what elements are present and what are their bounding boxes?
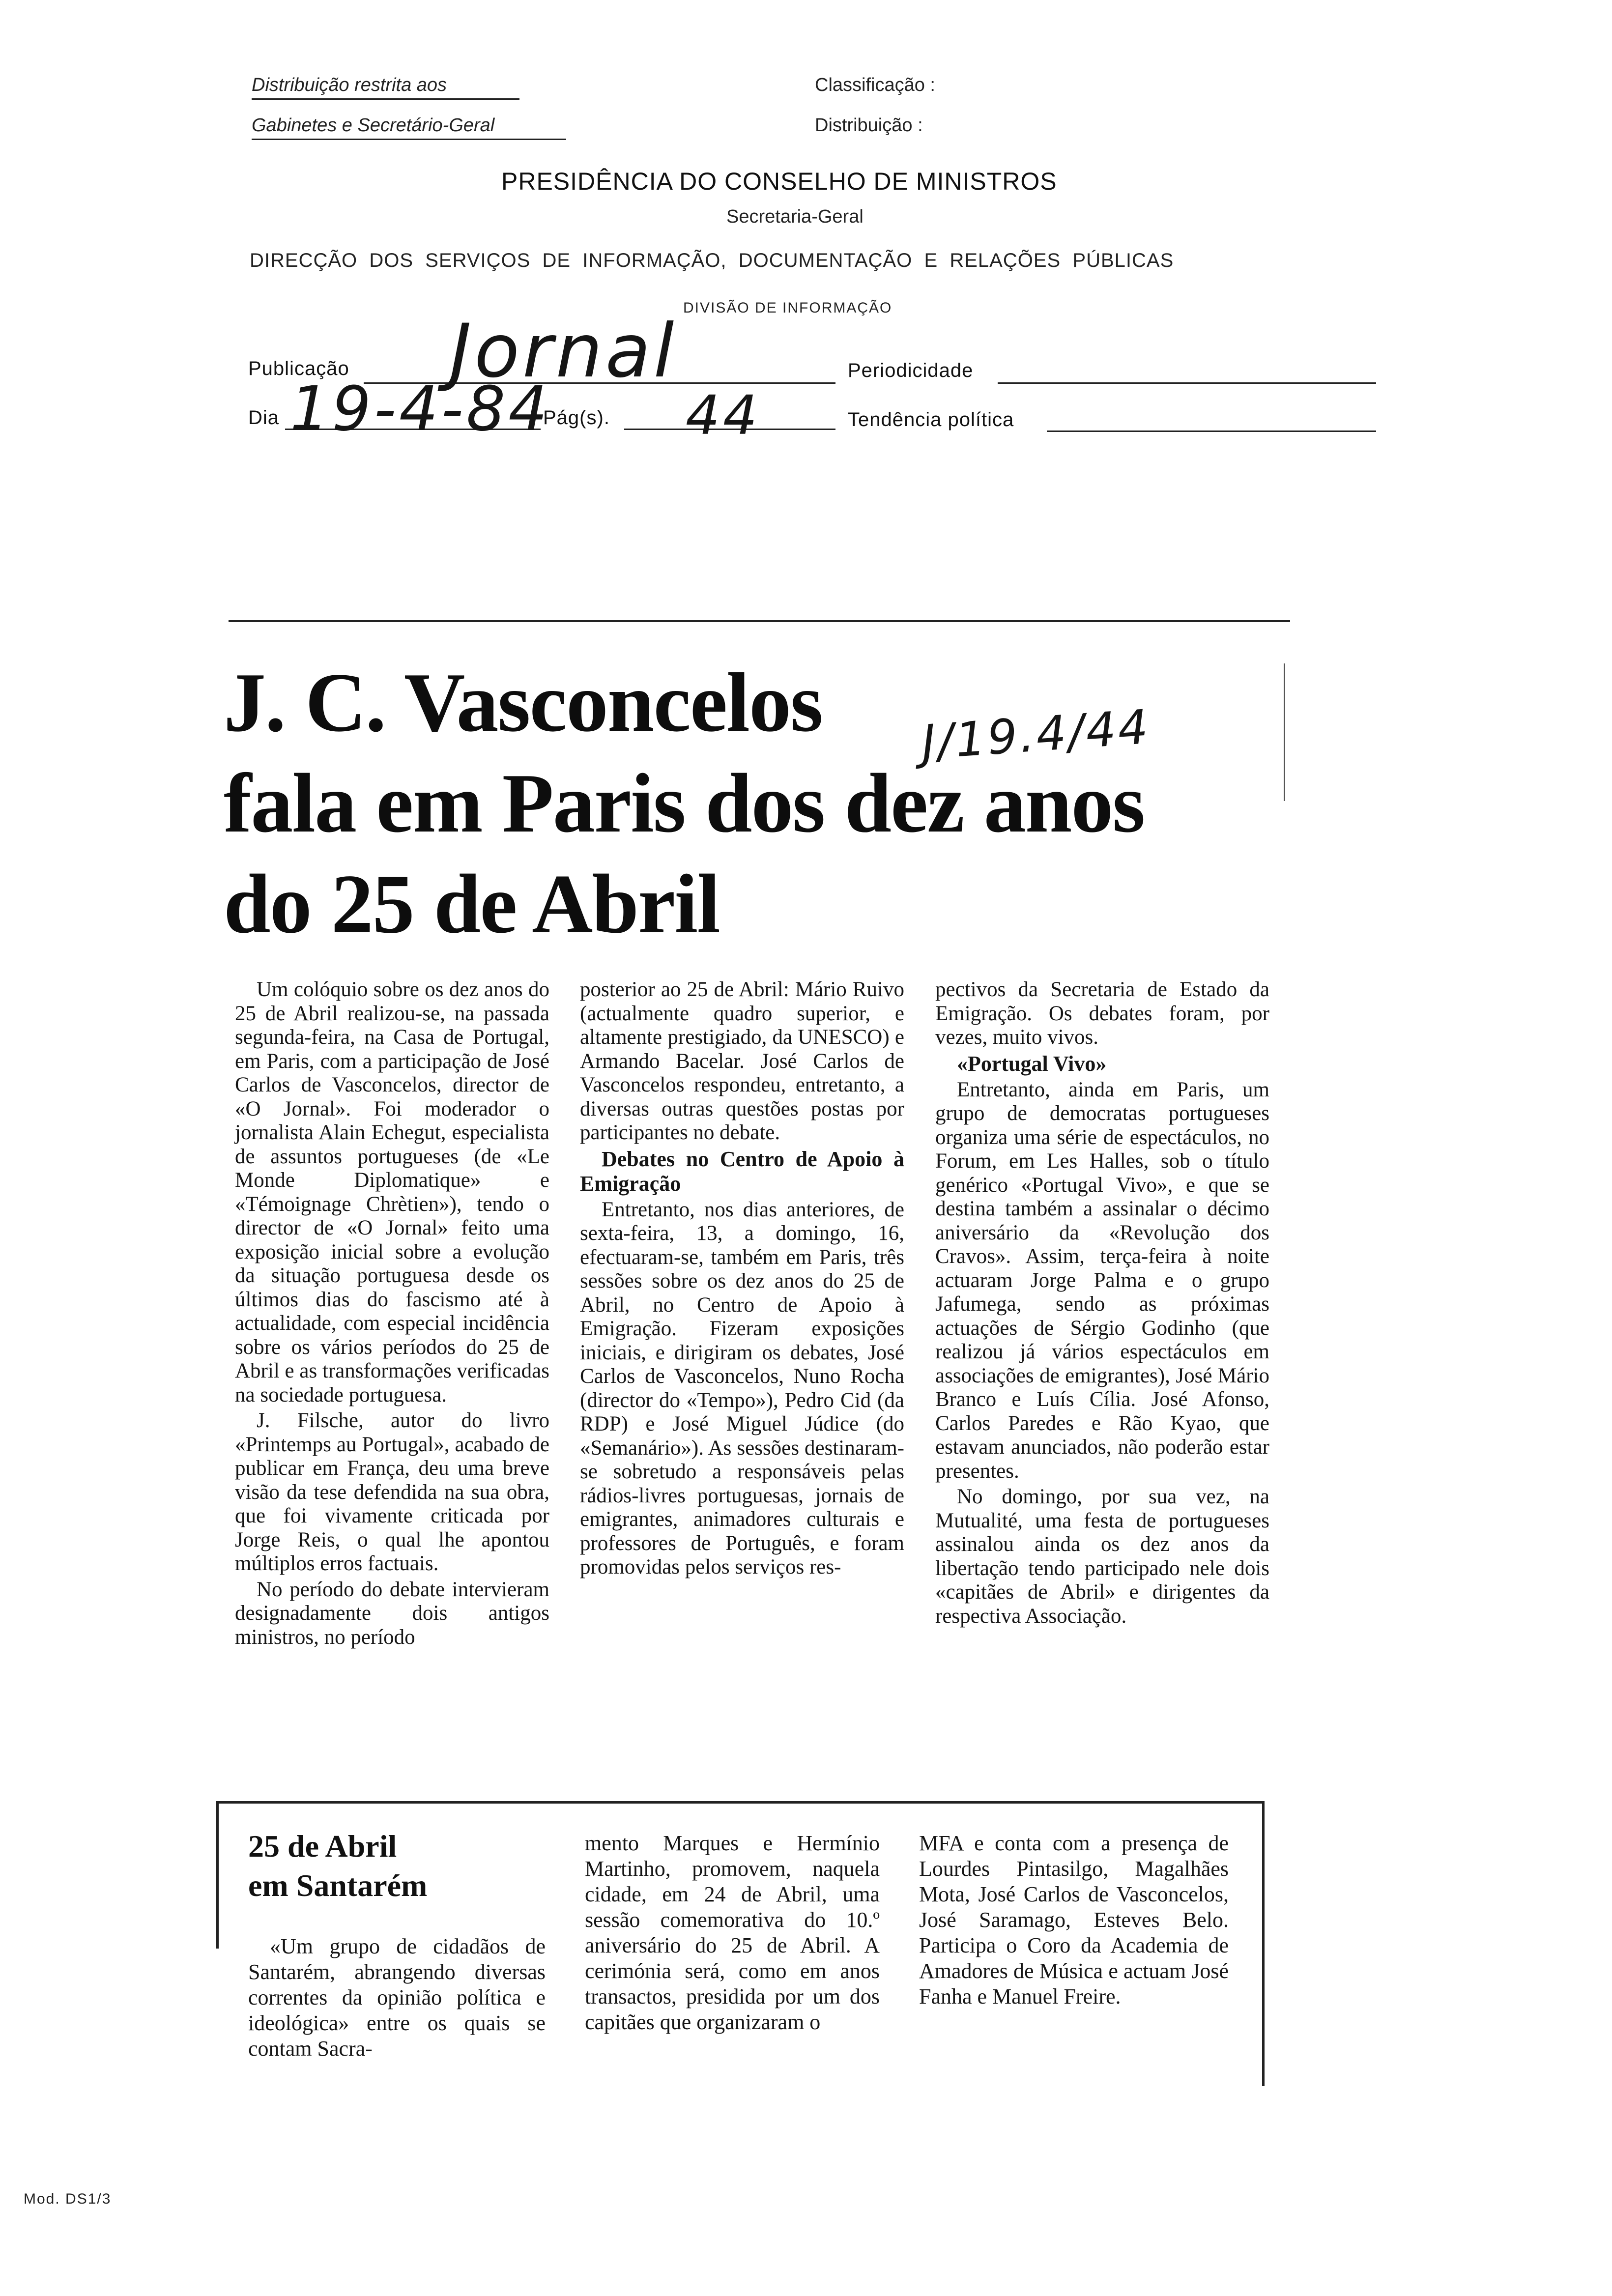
box-column-1	[248, 1934, 546, 2064]
distribution-label: Distribuição :	[815, 115, 923, 136]
box-column-3	[919, 1831, 1229, 2011]
political-tendency-label: Tendência política	[848, 409, 1014, 430]
article-col2-subhead: Debates no Centro de Apoio à Emigração	[580, 1147, 904, 1196]
article-col3-body-2: No domingo, por sua vez, na Mutualité, uma festa de portugueses assinalou ainda os dez anos da libertação tendo participado nele dois «capitães de Abril» e dirigentes da respectiva Associação.	[935, 1485, 1269, 1628]
periodicity-label: Periodicidade	[848, 360, 974, 381]
headline-line-2: fala em Paris dos dez anos	[224, 757, 1145, 850]
article-top-rule	[229, 620, 1290, 622]
publication-label: Publicação	[248, 358, 349, 379]
box-right-rule	[1262, 1801, 1265, 2086]
box-title-line-2: em Santarém	[248, 1868, 428, 1903]
pages-label: Pág(s).	[543, 407, 610, 429]
box-col3-text: MFA e conta com a presença de Lourdes Pintasilgo, Magalhães Mota, José Carlos de Vasconcelos, José Saramago, Esteves Belo. Participa o Coro da Academia de Amadores de Música e actuam José Fanha e Manuel Freire.	[919, 1831, 1229, 2009]
restricted-distribution-line1: Distribuição restrita aos	[252, 75, 447, 95]
box-title-line-1: 25 de Abril	[248, 1829, 397, 1864]
secretariat-title: Secretaria-Geral	[726, 206, 864, 227]
headline-line-1: J. C. Vasconcelos	[224, 656, 822, 749]
box-left-rule	[216, 1801, 219, 1949]
box-col1-text: «Um grupo de cidadãos de Santarém, abrangendo diversas correntes da opinião política e ideológica» entre os quais se contam Sacra-	[248, 1934, 546, 2061]
handwritten-annotation: J/19.4/44	[920, 699, 1152, 771]
pages-value: 44	[686, 384, 760, 447]
periodicity-line	[998, 382, 1376, 384]
division-title: DIVISÃO DE INFORMAÇÃO	[683, 300, 892, 316]
article-col2-body: Entretanto, nos dias anteriores, de sexta-feira, 13, a domingo, 16, efectuaram-se, também em Paris, três sessões sobre os dez anos do 25 de Abril, no Centro de Apoio à Emigração. Fizeram exposições iniciais, e dirigiram os debates, José Carlos de Vasconcelos, Nuno Rocha (director do «Tempo»), Pedro Cid (da RDP) e José Miguel Júdice (do «Semanário»). As sessões destinaram-se sobretudo a responsáveis pelas rádios-livres portuguesas, jornais de emigrantes, animadores culturais e professores de Português, e foram promovidas pelos serviços res-	[580, 1198, 904, 1578]
restricted-distribution-line2: Gabinetes e Secretário-Geral	[252, 115, 495, 136]
box-col2-text: mento Marques e Hermínio Martinho, promovem, naquela cidade, em 24 de Abril, uma sessão comemorativa do 10.º aniversário do 25 de Abril. A cerimónia será, como em anos transactos, presidida por um dos capitães que organizaram o	[585, 1831, 880, 2034]
article-right-rule	[1284, 663, 1285, 801]
article-col1-para-1: Um colóquio sobre os dez anos do 25 de Abril realizou-se, na passada segunda-feira, na Casa de Portugal, em Paris, com a participação de José Carlos de Vasconcelos, director de «O Jornal». Foi moderador o jornalista Alain Echegut, especialista de assuntos portugueses (de «Le Monde Diplomatique» e «Témoignage Chrètien»), tendo o director de «O Jornal» feito uma exposição inicial sobre a evolução da situação portuguesa desde os últimos dias do fascismo até à actualidade, com especial incidência sobre os vários períodos do 25 de Abril e as transformações verificadas na sociedade portuguesa.	[235, 978, 549, 1406]
political-tendency-line	[1047, 430, 1376, 432]
article-col3-subhead: «Portugal Vivo»	[957, 1051, 1107, 1076]
publication-value: Jornal	[450, 309, 677, 394]
day-value: 19-4-84	[290, 373, 550, 445]
article-column-3	[935, 978, 1269, 1630]
box-top-rule	[216, 1801, 1263, 1804]
article-col3-intro: pectivos da Secretaria de Estado da Emigração. Os debates foram, por vezes, muito vivos.	[935, 978, 1269, 1049]
classification-label: Classificação :	[815, 75, 935, 95]
form-model-code: Mod. DS1/3	[24, 2191, 112, 2207]
restricted-underline-1	[252, 98, 519, 100]
box-column-2	[585, 1831, 880, 2037]
day-label: Dia	[248, 407, 280, 429]
article-col1-para-2: J. Filsche, autor do livro «Printemps au Portugal», acabado de publicar em França, deu uma breve visão da tese defendida na sua obra, que foi vivamente criticada por Jorge Reis, o qual lhe apontou múltiplos erros factuais.	[235, 1409, 549, 1575]
article-column-1	[235, 978, 549, 1651]
article-col2-intro: posterior ao 25 de Abril: Mário Ruivo (actualmente quadro superior, e altamente prestigiado, da UNESCO) e Armando Bacelar. José Carlos de Vasconcelos respondeu, entretanto, a diversas outras questões postas por participantes no debate.	[580, 978, 904, 1144]
article-col1-para-3: No período do debate intervieram designadamente dois antigos ministros, no período	[235, 1578, 549, 1649]
article-column-2	[580, 978, 904, 1581]
presidency-title: PRESIDÊNCIA DO CONSELHO DE MINISTROS	[501, 168, 1057, 195]
article-col3-body-1: Entretanto, ainda em Paris, um grupo de democratas portugueses organiza uma série de espectáculos, no Forum, em Les Halles, sob o título genérico «Portugal Vivo», e que se destina também a assinalar o décimo aniversário da «Revolução dos Cravos». Assim, terça-feira à noite actuaram Jorge Palma e o grupo Jafumega, sendo as próximas actuações de Sérgio Godinho (que realizou já vários espectáculos em associações de emigrantes), José Mário Branco e Luís Cília. José Afonso, Carlos Paredes e Rão Kyao, que estavam anunciados, não poderão estar presentes.	[935, 1078, 1269, 1483]
directorate-title: DIRECÇÃO DOS SERVIÇOS DE INFORMAÇÃO, DOCUMENTAÇÃO E RELAÇÕES PÚBLICAS	[250, 250, 1174, 271]
headline-line-3: do 25 de Abril	[224, 858, 720, 951]
restricted-underline-2	[252, 139, 566, 140]
